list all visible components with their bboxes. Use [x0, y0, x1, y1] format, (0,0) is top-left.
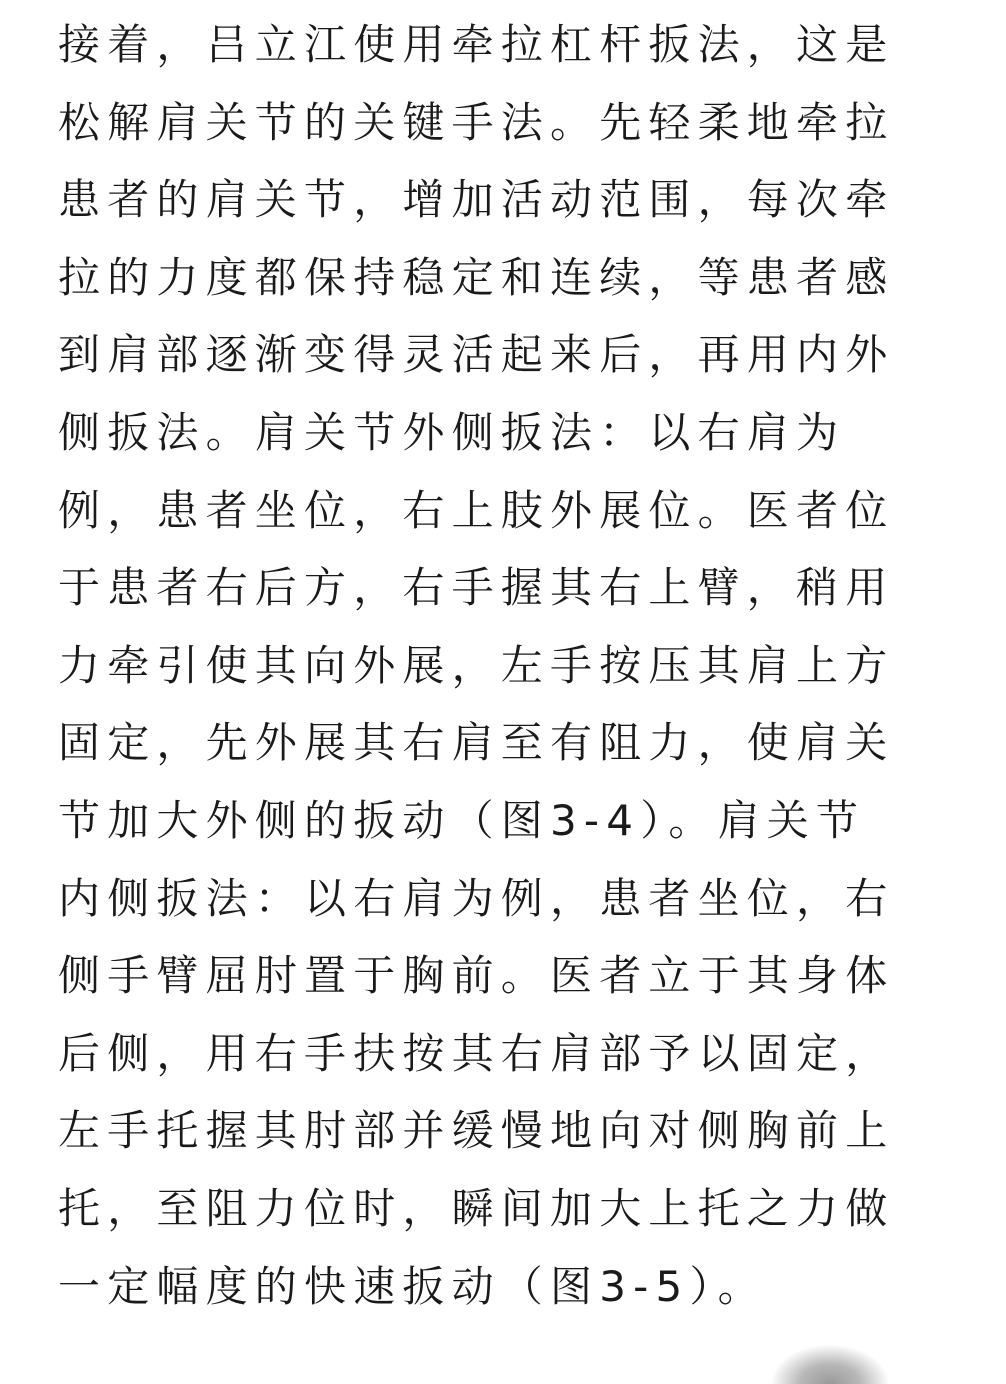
partial-image-edge: [770, 1344, 890, 1384]
article-paragraph: 接着，吕立江使用牵拉杠杆扳法，这是 松解肩关节的关键手法。先轻柔地牵拉 患者的肩关节，增加活动范围，每次牵 拉的力度都保持稳定和连续，等患者感 到肩部逐渐变得灵活起来后，再用内外 侧扳法。肩关节外侧扳法：以右肩为 例，患者坐位，右上肢外展位。医者位 于患者右后方，右手握其右上臂，稍用 力牵引使其向外展，左手按压其肩上方 固定，先外展其右肩至有阻力，使肩关 节加大外侧的扳动（图3-4）。肩关节 内侧扳法：以右肩为例，患者坐位，右 侧手臂屈肘置于胸前。医者立于其身体 后侧，用右手扶按其右肩部予以固定， 左手托握其肘部并缓慢地向对侧胸前上 托，至阻力位时，瞬间加大上托之力做 一定幅度的快速扳动（图3-5）。: [58, 20, 895, 1311]
